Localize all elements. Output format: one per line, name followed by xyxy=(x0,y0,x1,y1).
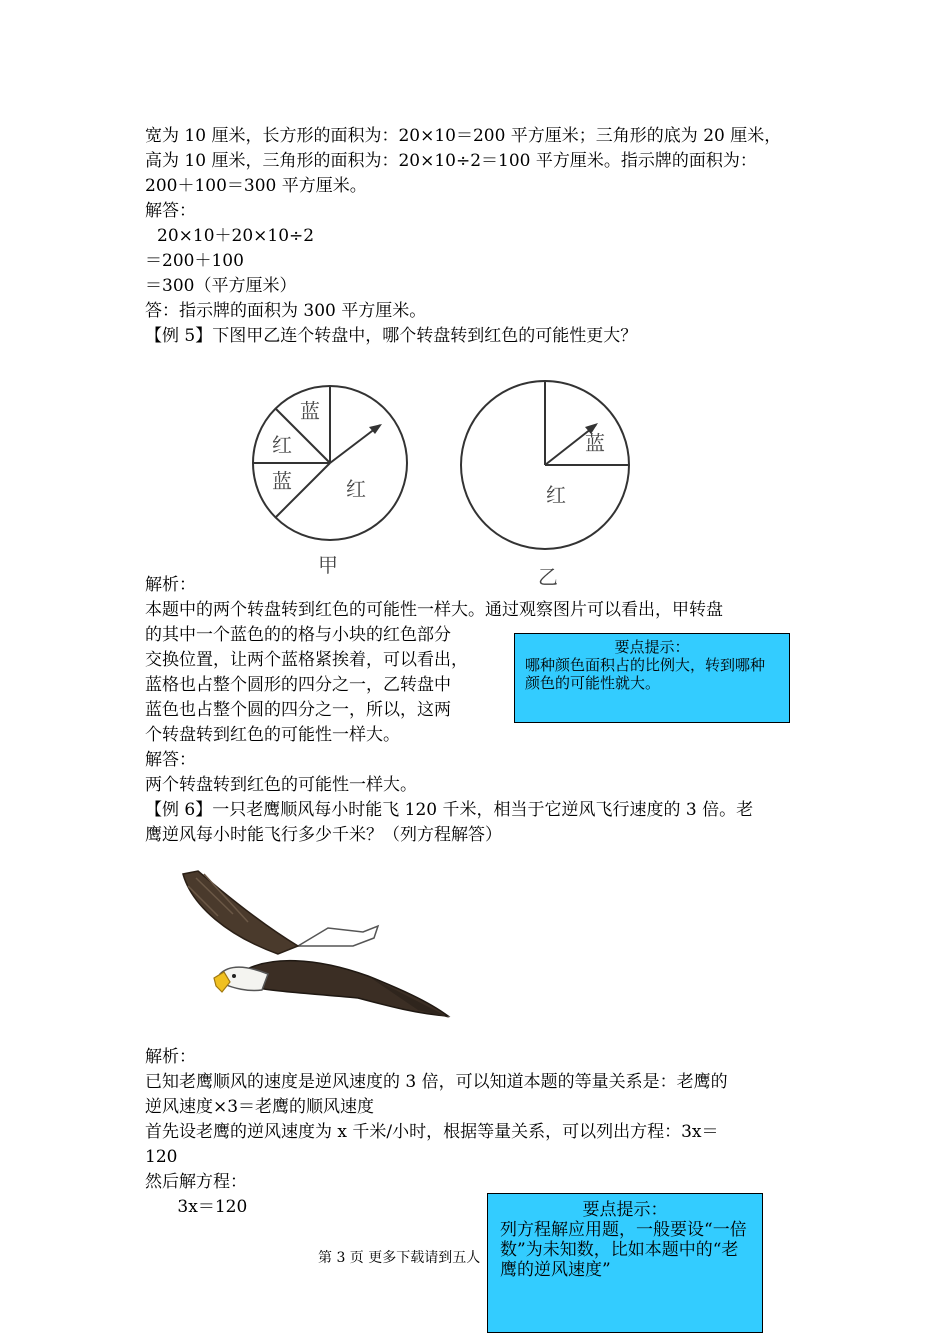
text-line: 120 xyxy=(145,1147,178,1167)
tip-text: 哪种颜色面积占的比例大，转到哪种颜色的可能性就大。 xyxy=(525,656,766,692)
sector-label: 蓝 xyxy=(272,469,292,493)
text-line: ＝200＋100 xyxy=(145,251,244,271)
sector-label: 红 xyxy=(346,477,366,501)
text-line: 蓝格也占整个圆形的四分之一，乙转盘中 xyxy=(145,675,451,695)
text-line: 宽为 10 厘米，长方形的面积为：20×10＝200 平方厘米；三角形的底为 20 厘米， xyxy=(145,126,782,146)
text-line: 的其中一个蓝色的的格与小块的红色部分 xyxy=(145,625,451,645)
tip-box xyxy=(487,1193,763,1333)
text-line: 鹰逆风每小时能飞行多少千米？（列方程解答） xyxy=(145,825,502,845)
text-line: 200＋100＝300 平方厘米。 xyxy=(145,176,367,196)
spinner-yi xyxy=(461,381,629,589)
spinner-jia xyxy=(253,386,407,577)
sector-label: 蓝 xyxy=(300,399,320,423)
text-line: 首先设老鹰的逆风速度为 x 千米/小时，根据等量关系，可以列出方程：3x＝ xyxy=(145,1122,719,1142)
text-line: 本题中的两个转盘转到红色的可能性一样大。通过观察图片可以看出，甲转盘 xyxy=(145,600,723,620)
tip-title: 要点提示： xyxy=(582,1200,668,1220)
page-footer: 第 3 页 更多下载请到五人 xyxy=(318,1250,481,1266)
text-line: 已知老鹰顺风的速度是逆风速度的 3 倍，可以知道本题的等量关系是：老鹰的 xyxy=(145,1072,728,1092)
equation: 3x＝120 xyxy=(145,1197,248,1217)
text-line: 解答： xyxy=(145,201,196,221)
tip-text: 列方程解应用题，一般要设“一倍数”为未知数，比如本题中的“老鹰的逆风速度” xyxy=(500,1220,747,1280)
text-line: 解析： xyxy=(145,1047,196,1067)
text-line: 交换位置，让两个蓝格紧挨着，可以看出， xyxy=(145,650,468,670)
text-line: 个转盘转到红色的可能性一样大。 xyxy=(145,725,400,745)
example-heading: 【例 5】下图甲乙连个转盘中，哪个转盘转到红色的可能性更大？ xyxy=(145,326,638,346)
text-line: 然后解方程： xyxy=(145,1172,247,1192)
text-line: 逆风速度×3＝老鹰的顺风速度 xyxy=(145,1097,375,1117)
text-line: 答：指示牌的面积为 300 平方厘米。 xyxy=(145,301,427,321)
text-line: 高为 10 厘米，三角形的面积为：20×10÷2＝100 平方厘米。指示牌的面积为： xyxy=(145,151,757,171)
text-line: 蓝色也占整个圆的四分之一，所以，这两 xyxy=(145,700,451,720)
text-line: 解析： xyxy=(145,575,196,595)
tip-box xyxy=(514,633,790,723)
text-line: 20×10＋20×10÷2 xyxy=(157,226,315,246)
spinner-label: 甲 xyxy=(318,553,338,577)
spinner-figure xyxy=(240,372,650,592)
text-line: 两个转盘转到红色的可能性一样大。 xyxy=(145,775,417,795)
tip-title: 要点提示： xyxy=(614,638,690,656)
text-line: ＝300（平方厘米） xyxy=(145,276,297,296)
sector-label: 红 xyxy=(546,483,566,507)
spinner-label: 乙 xyxy=(538,565,558,589)
example-heading: 【例 6】一只老鹰顺风每小时能飞 120 千米，相当于它逆风飞行速度的 3 倍。老 xyxy=(145,800,754,820)
text-line: 解答： xyxy=(145,750,196,770)
sector-label: 红 xyxy=(272,433,292,457)
sector-label: 蓝 xyxy=(585,431,605,455)
eagle-image xyxy=(178,866,453,1026)
